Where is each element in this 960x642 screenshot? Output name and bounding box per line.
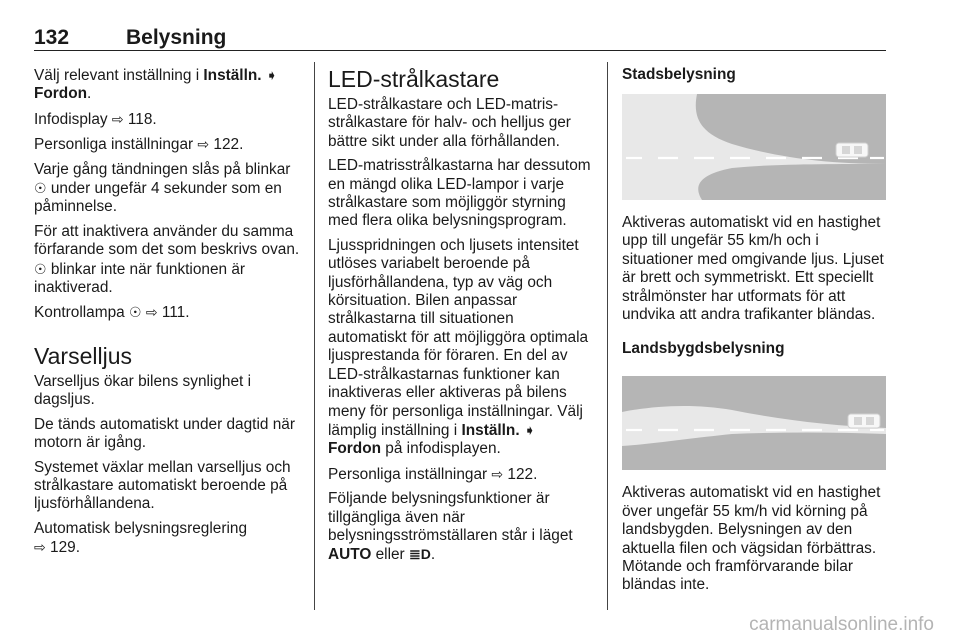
watermark: carmanualsonline.info — [749, 614, 934, 635]
headlamp-indicator-icon: ☉ — [128, 304, 142, 321]
page-ref-icon: ⇨ — [145, 304, 158, 321]
menu-settings: Inställn. — [203, 67, 262, 84]
page-title: Belysning — [126, 26, 227, 49]
paragraph-led-intro: LED-strålkastare och LED-matris-strålkastare för halv- och helljus ger bättre sikt under alla förhållanden. — [328, 96, 571, 150]
ref-personal-settings: Personliga inställningar ⇨ 122. — [328, 465, 538, 483]
illustration-country-lighting — [622, 376, 886, 470]
paragraph-switching: Systemet växlar mellan varselljus och strålkastare automatiskt beroende på ljusförhållandena. — [34, 458, 291, 513]
section-heading-city-lighting: Stadsbelysning — [622, 66, 736, 83]
arrow-icon: ➧ — [523, 421, 536, 438]
headlamp-indicator-icon: ☉ — [34, 180, 47, 197]
ref-control-lamp: Kontrollampa ☉ ⇨ 111. — [34, 304, 190, 322]
ref-auto-light-control: Automatisk belysningsreglering ⇨ 129. — [34, 519, 248, 557]
page-ref-icon: ⇨ — [34, 539, 46, 556]
menu-settings: Inställn. — [461, 421, 520, 439]
page-ref-icon: ⇨ — [491, 465, 504, 482]
paragraph-light-distribution: Ljusspridningen och ljusets intensitet utlöses variabelt beroende på ljusförhållandena, typ av väg och körsituation. Bilen anpassar strålkastarna till situationen automatiskt för att möjliggöra optimala ljusprestanda för föraren. En del av LED-strålkastarnas funktioner kan inaktiveras eller aktiveras på bilens meny för personliga inställningar. Välj lämplig inställning i Inställn. ➧ Fordon på infodisplayen. — [328, 236, 589, 458]
paragraph-settings-path: Välj relevant inställning i Inställn. ➧ Fordon. — [34, 67, 278, 103]
column-3 — [622, 66, 890, 601]
paragraph-ignition: Varje gång tändningen slås på blinkar ☉ under ungefär 4 sekunder som en påminnelse. — [34, 160, 291, 216]
column-1 — [34, 66, 302, 564]
arrow-icon: ➧ — [265, 67, 278, 83]
paragraph-deactivate: För att inaktivera använder du samma förfarande som det som beskrivs ovan. ☉ blinkar inte när funktionen är inaktiverad. — [34, 222, 300, 297]
paragraph-city-lighting: Aktiveras automatiskt vid en hastighet upp till ungefär 55 km/h och i situationer med omgivande ljus. Ljuset är brett och symmetriskt. Ett speciellt strålmönster har utformats för att undvika att andra trafikanter bländas. — [622, 214, 884, 324]
low-beam-icon: ≣D — [408, 546, 431, 563]
ref-personal-settings: Personliga inställningar ⇨ 122. — [34, 136, 244, 154]
car-icon — [836, 143, 868, 157]
section-heading-country-lighting: Landsbygdsbelysning — [622, 340, 785, 358]
page-ref-icon: ⇨ — [197, 136, 210, 153]
paragraph-auto-functions: Följande belysningsfunktioner är tillgängliga även när belysningsströmställaren står i läget AUTO eller ≣D. — [328, 490, 573, 564]
page-number: 132 — [34, 26, 70, 49]
column-2 — [328, 66, 592, 571]
auto-mode-label: AUTO — [328, 546, 372, 564]
menu-vehicle: Fordon — [34, 85, 87, 103]
section-heading-daytime-lights: Varselljus — [34, 342, 132, 369]
car-icon — [848, 414, 880, 428]
header-divider — [34, 50, 886, 51]
paragraph-visibility: Varselljus ökar bilens synlighet i dagsljus. — [34, 372, 251, 409]
country-beam-diagram — [622, 376, 886, 470]
illustration-city-lighting — [622, 94, 886, 200]
paragraph-led-matrix: LED-matrisstrålkastarna har dessutom en mängd olika LED-lampor i varje strålkastare som möjliggör styrning med flera olika belysningsprogram. — [328, 157, 591, 230]
column-divider — [314, 62, 315, 610]
paragraph-country-lighting: Aktiveras automatiskt vid en hastighet över ungefär 55 km/h vid körning på landsbygden. Belysningen av den aktuella filen och vägsidan förbättras. Mötande och framförvarande bilar bländas inte. — [622, 484, 881, 594]
headlamp-indicator-icon: ☉ — [34, 260, 47, 277]
paragraph-auto-on: De tänds automatiskt under dagtid när motorn är igång. — [34, 415, 295, 452]
ref-infodisplay: Infodisplay ⇨ 118. — [34, 110, 157, 128]
menu-vehicle: Fordon — [328, 440, 381, 458]
column-divider — [607, 62, 608, 610]
page-ref-icon: ⇨ — [111, 110, 124, 127]
page-header — [34, 26, 886, 50]
section-heading-led: LED-strålkastare — [328, 66, 500, 92]
city-beam-diagram — [622, 94, 886, 200]
